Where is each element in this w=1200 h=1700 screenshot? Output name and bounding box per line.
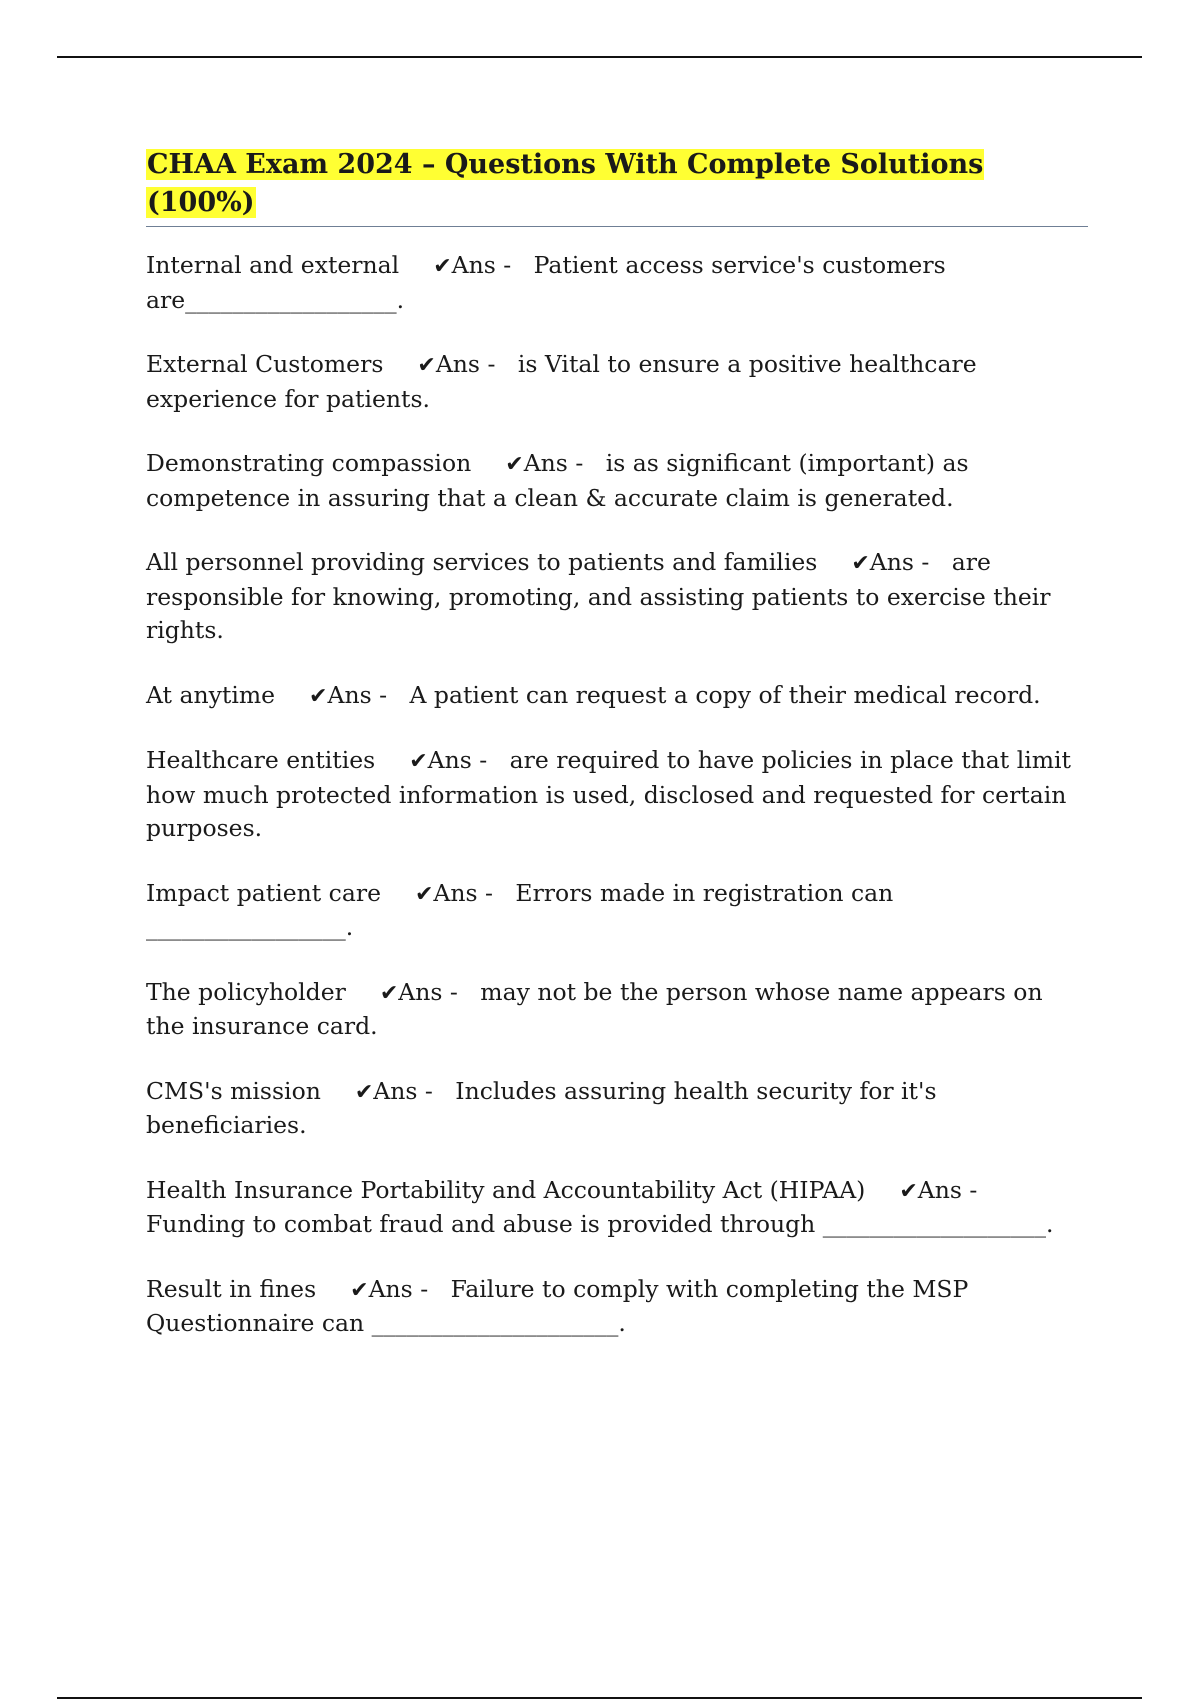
answer-marker: Ans -: [523, 449, 584, 477]
qa-term: Healthcare entities: [146, 746, 376, 774]
qa-term: External Customers: [146, 350, 384, 378]
answer-marker: Ans -: [451, 251, 512, 279]
header-rule: [57, 56, 1142, 58]
check-icon: ✔: [354, 1079, 374, 1105]
qa-list: [146, 249, 1088, 1341]
qa-item: [146, 249, 1088, 317]
title-highlight: CHAA Exam 2024 – Questions With Complete Solutions (100%): [147, 149, 984, 218]
qa-definition: may not be the person whose name appears on the insurance card.: [146, 977, 1043, 1040]
check-icon: ✔: [851, 551, 870, 576]
qa-item: [146, 679, 1088, 714]
qa-term: All personnel providing services to patients and families: [146, 548, 818, 576]
check-icon: ✔: [409, 749, 428, 774]
title-block: [146, 146, 1088, 227]
document-title: [146, 146, 1088, 222]
document-body: [146, 146, 1088, 1372]
qa-definition: A patient can request a copy of their medical record.: [409, 680, 1041, 709]
qa-term: Health Insurance Portability and Accountability Act (HIPAA): [146, 1175, 866, 1204]
qa-term: CMS's mission: [146, 1076, 321, 1105]
qa-definition: Includes assuring health security for it's beneficiaries.: [146, 1076, 937, 1139]
check-icon: ✔: [899, 1178, 918, 1204]
qa-item: [146, 1273, 1088, 1341]
answer-marker: Ans -: [368, 1274, 429, 1303]
qa-definition: are responsible for knowing, promoting, and assisting patients to exercise their rights.: [146, 548, 1051, 644]
qa-item: [146, 546, 1088, 648]
answer-marker: Ans -: [433, 878, 493, 907]
check-icon: ✔: [433, 254, 452, 279]
check-icon: ✔: [379, 980, 399, 1006]
answer-marker: Ans -: [373, 1076, 433, 1105]
answer-marker: Ans -: [869, 548, 930, 576]
check-icon: ✔: [309, 683, 328, 709]
qa-term: Internal and external: [146, 251, 400, 279]
qa-item: [146, 1075, 1088, 1143]
check-icon: ✔: [417, 353, 436, 378]
check-icon: ✔: [350, 1277, 369, 1303]
qa-term: Result in fines: [146, 1274, 317, 1303]
qa-definition: Patient access service's customers are__________________.: [146, 251, 946, 314]
qa-definition: is as significant (important) as competence in assuring that a clean & accurate claim is generated.: [146, 449, 969, 512]
qa-item: [146, 348, 1088, 416]
check-icon: ✔: [414, 881, 434, 907]
qa-definition: is Vital to ensure a positive healthcare experience for patients.: [146, 350, 977, 413]
qa-item: [146, 744, 1088, 846]
qa-term: At anytime: [146, 680, 276, 709]
check-icon: ✔: [505, 452, 524, 477]
qa-item: [146, 877, 1088, 945]
qa-item: [146, 1174, 1088, 1242]
answer-marker: Ans -: [427, 746, 488, 774]
answer-marker: Ans -: [435, 350, 496, 378]
footer-rule: [57, 1697, 1142, 1699]
qa-definition: Errors made in registration can _________________.: [146, 878, 894, 941]
qa-item: [146, 447, 1088, 515]
qa-definition: Funding to combat fraud and abuse is provided through ___________________.: [146, 1210, 1054, 1238]
answer-marker: Ans -: [398, 977, 458, 1006]
answer-marker: Ans -: [917, 1175, 978, 1204]
qa-definition: are required to have policies in place that limit how much protected information is used, disclosed and requested for certain purposes.: [146, 746, 1071, 842]
qa-term: Demonstrating compassion: [146, 449, 472, 477]
qa-term: Impact patient care: [146, 878, 381, 907]
qa-item: [146, 976, 1088, 1044]
answer-marker: Ans -: [327, 680, 388, 709]
qa-term: The policyholder: [146, 977, 346, 1006]
qa-definition: Failure to comply with completing the MSP Questionnaire can _____________________.: [146, 1274, 969, 1337]
